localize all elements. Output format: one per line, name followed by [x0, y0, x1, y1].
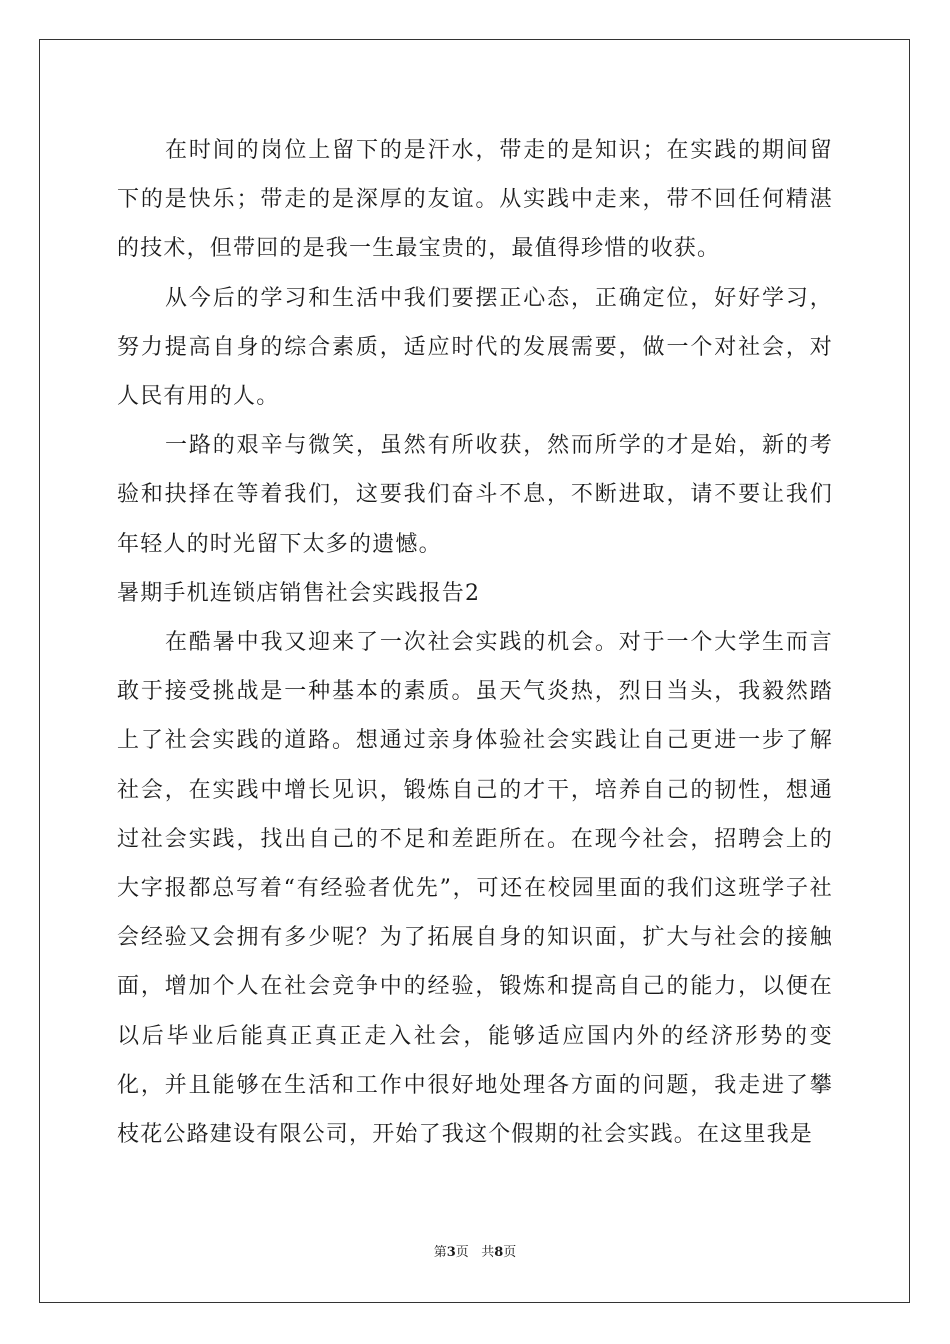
footer-current-suffix: 页: [455, 1245, 469, 1260]
paragraph-3: 一路的艰辛与微笑，虽然有所收获，然而所学的才是始，新的考验和抉择在等着我们，这要我们奋斗不息，不断进取，请不要让我们年轻人的时光留下太多的遗憾。: [117, 433, 833, 557]
page-footer: [0, 1241, 950, 1260]
paragraph-1: 在时间的岗位上留下的是汗水，带走的是知识；在实践的期间留下的是快乐；带走的是深厚的友谊。从实践中走来，带不回任何精湛的技术，但带回的是我一生最宝贵的，最值得珍惜的收获。: [117, 138, 833, 262]
section-title: 暑期手机连锁店销售社会实践报告2: [117, 580, 481, 606]
footer-total-pages: 8: [494, 1245, 504, 1260]
footer-total-label: 共: [481, 1245, 495, 1260]
document-body: [117, 126, 833, 1159]
footer-current-page: 3: [446, 1245, 456, 1260]
footer-current-label: 第: [433, 1245, 447, 1260]
paragraph-4: 在酷暑中我又迎来了一次社会实践的机会。对于一个大学生而言敢于接受挑战是一种基本的素质。虽天气炎热，烈日当头，我毅然踏上了社会实践的道路。想通过亲身体验社会实践让自己更进一步了解社会，在实践中增长见识，锻炼自己的才干，培养自己的韧性，想通过社会实践，找出自己的不足和差距所在。在现今社会，招聘会上的大字报都总写着“有经验者优先”，可还在校园里面的我们这班学子社会经验又会拥有多少呢？为了拓展自身的知识面，扩大与社会的接触面，增加个人在社会竞争中的经验，锻炼和提高自己的能力，以便在以后毕业后能真正真正走入社会，能够适应国内外的经济形势的变化，并且能够在生活和工作中很好地处理各方面的问题，我走进了攀枝花公路建设有限公司，开始了我这个假期的社会实践。在这里我是: [117, 630, 833, 1148]
paragraph-2: 从今后的学习和生活中我们要摆正心态，正确定位，好好学习，努力提高自身的综合素质，适应时代的发展需要，做一个对社会，对人民有用的人。: [117, 285, 833, 410]
footer-total-suffix: 页: [503, 1245, 517, 1260]
